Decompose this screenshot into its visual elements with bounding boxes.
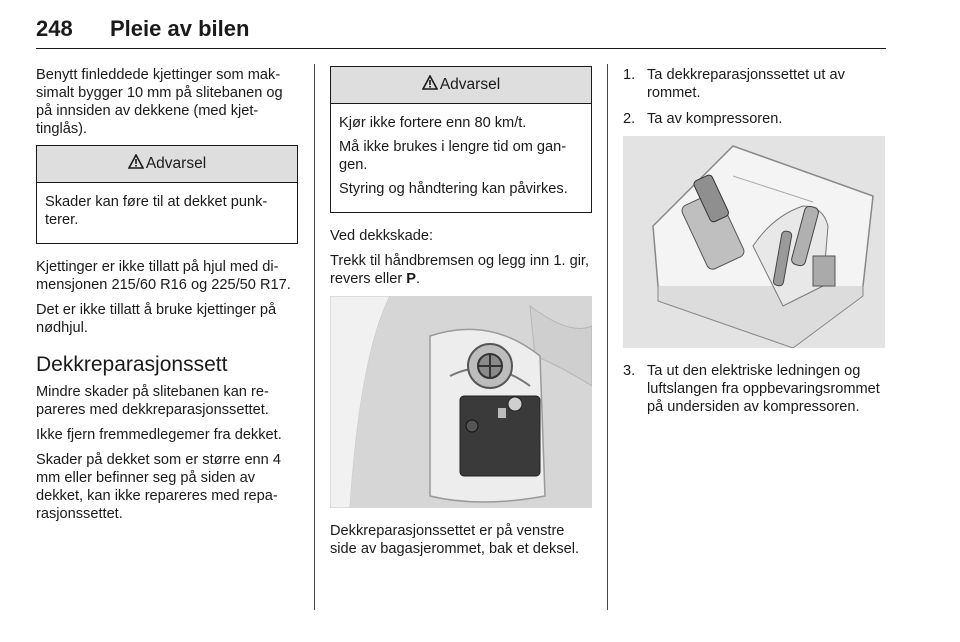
step-text: Ta av kompressoren.: [647, 111, 783, 127]
warning-box-speed: [330, 66, 592, 213]
warning-triangle-icon: [128, 154, 144, 174]
warning-line-2: Må ikke brukes i lengre tid om gangen.: [339, 139, 567, 173]
chains-paragraph-1: Kjettinger er ikke tillatt på hjul med dimensjonen 215/60 R16 og 225/50 R17.: [36, 259, 291, 293]
step-3: [623, 362, 885, 416]
figure-caption: Dekkreparasjonssettet er på venstre side av bagasjerommet, bak et deksel.: [330, 523, 580, 557]
column-divider-2: [607, 64, 608, 610]
step-2: [623, 110, 885, 128]
step-number: 1.: [623, 67, 636, 83]
warning-line-1: Kjør ikke fortere enn 80 km/t.: [339, 115, 527, 131]
trunk-cover-illustration: [330, 296, 592, 508]
warning-title: Advarsel: [439, 76, 501, 93]
brake-text-end: .: [415, 271, 421, 287]
step-number: 2.: [623, 111, 636, 127]
brake-text: Trekk til håndbremsen og legg inn 1. gir, revers eller: [330, 253, 590, 287]
section-title: Pleie av bilen: [110, 16, 250, 41]
warning-line-3: Styring og håndtering kan påvirkes.: [339, 181, 568, 197]
step-text: Ta ut den elektriske ledningen og luftslangen fra oppbevaringsrommet på undersiden av kompressoren.: [647, 363, 880, 415]
kit-paragraph-1: Mindre skader på slitebanen kan repareres med dekkreparasjonssettet.: [36, 384, 269, 418]
warning-box-puncture: [36, 145, 298, 244]
warning-triangle-icon: [422, 75, 438, 95]
page-header: [36, 10, 886, 50]
damage-paragraph: Ved dekkskade:: [330, 228, 434, 244]
steps-list-continued: [623, 362, 885, 416]
warning-title: Advarsel: [145, 155, 207, 172]
column-divider-1: [314, 64, 315, 610]
brake-paragraph: [330, 252, 592, 288]
kit-paragraph-2: Ikke fjern fremmedlegemer fra dekket.: [36, 427, 282, 443]
column-2: [330, 66, 592, 565]
page-number: 248: [36, 16, 73, 41]
step-1: [623, 66, 885, 102]
chains-paragraph-2: Det er ikke tillatt å bruke kjettinger på nødhjul.: [36, 302, 277, 336]
section-heading: Dekkreparasjonssett: [36, 353, 228, 376]
warning-text: Skader kan føre til at dekket punkterer.: [45, 194, 268, 228]
warning-header: [37, 146, 297, 183]
step-number: 3.: [623, 363, 636, 379]
step-text: Ta dekkreparasjonssettet ut av rommet.: [647, 67, 845, 101]
steps-list: [623, 66, 885, 128]
gear-p-label: P: [406, 271, 416, 287]
repair-kit-compressor-illustration: [623, 136, 885, 348]
header-rule: [36, 48, 886, 49]
column-1: [36, 66, 298, 530]
kit-paragraph-3: Skader på dekket som er større enn 4 mm eller befinner seg på siden av dekket, kan ikke repareres med reparasjonssettet.: [36, 452, 281, 522]
column-3: [623, 66, 885, 424]
intro-paragraph: Benytt finleddede kjettinger som maksimalt bygger 10 mm på slitebanen og på innsiden av dekkene (med kjettinglås).: [36, 67, 283, 137]
warning-header: [331, 67, 591, 104]
